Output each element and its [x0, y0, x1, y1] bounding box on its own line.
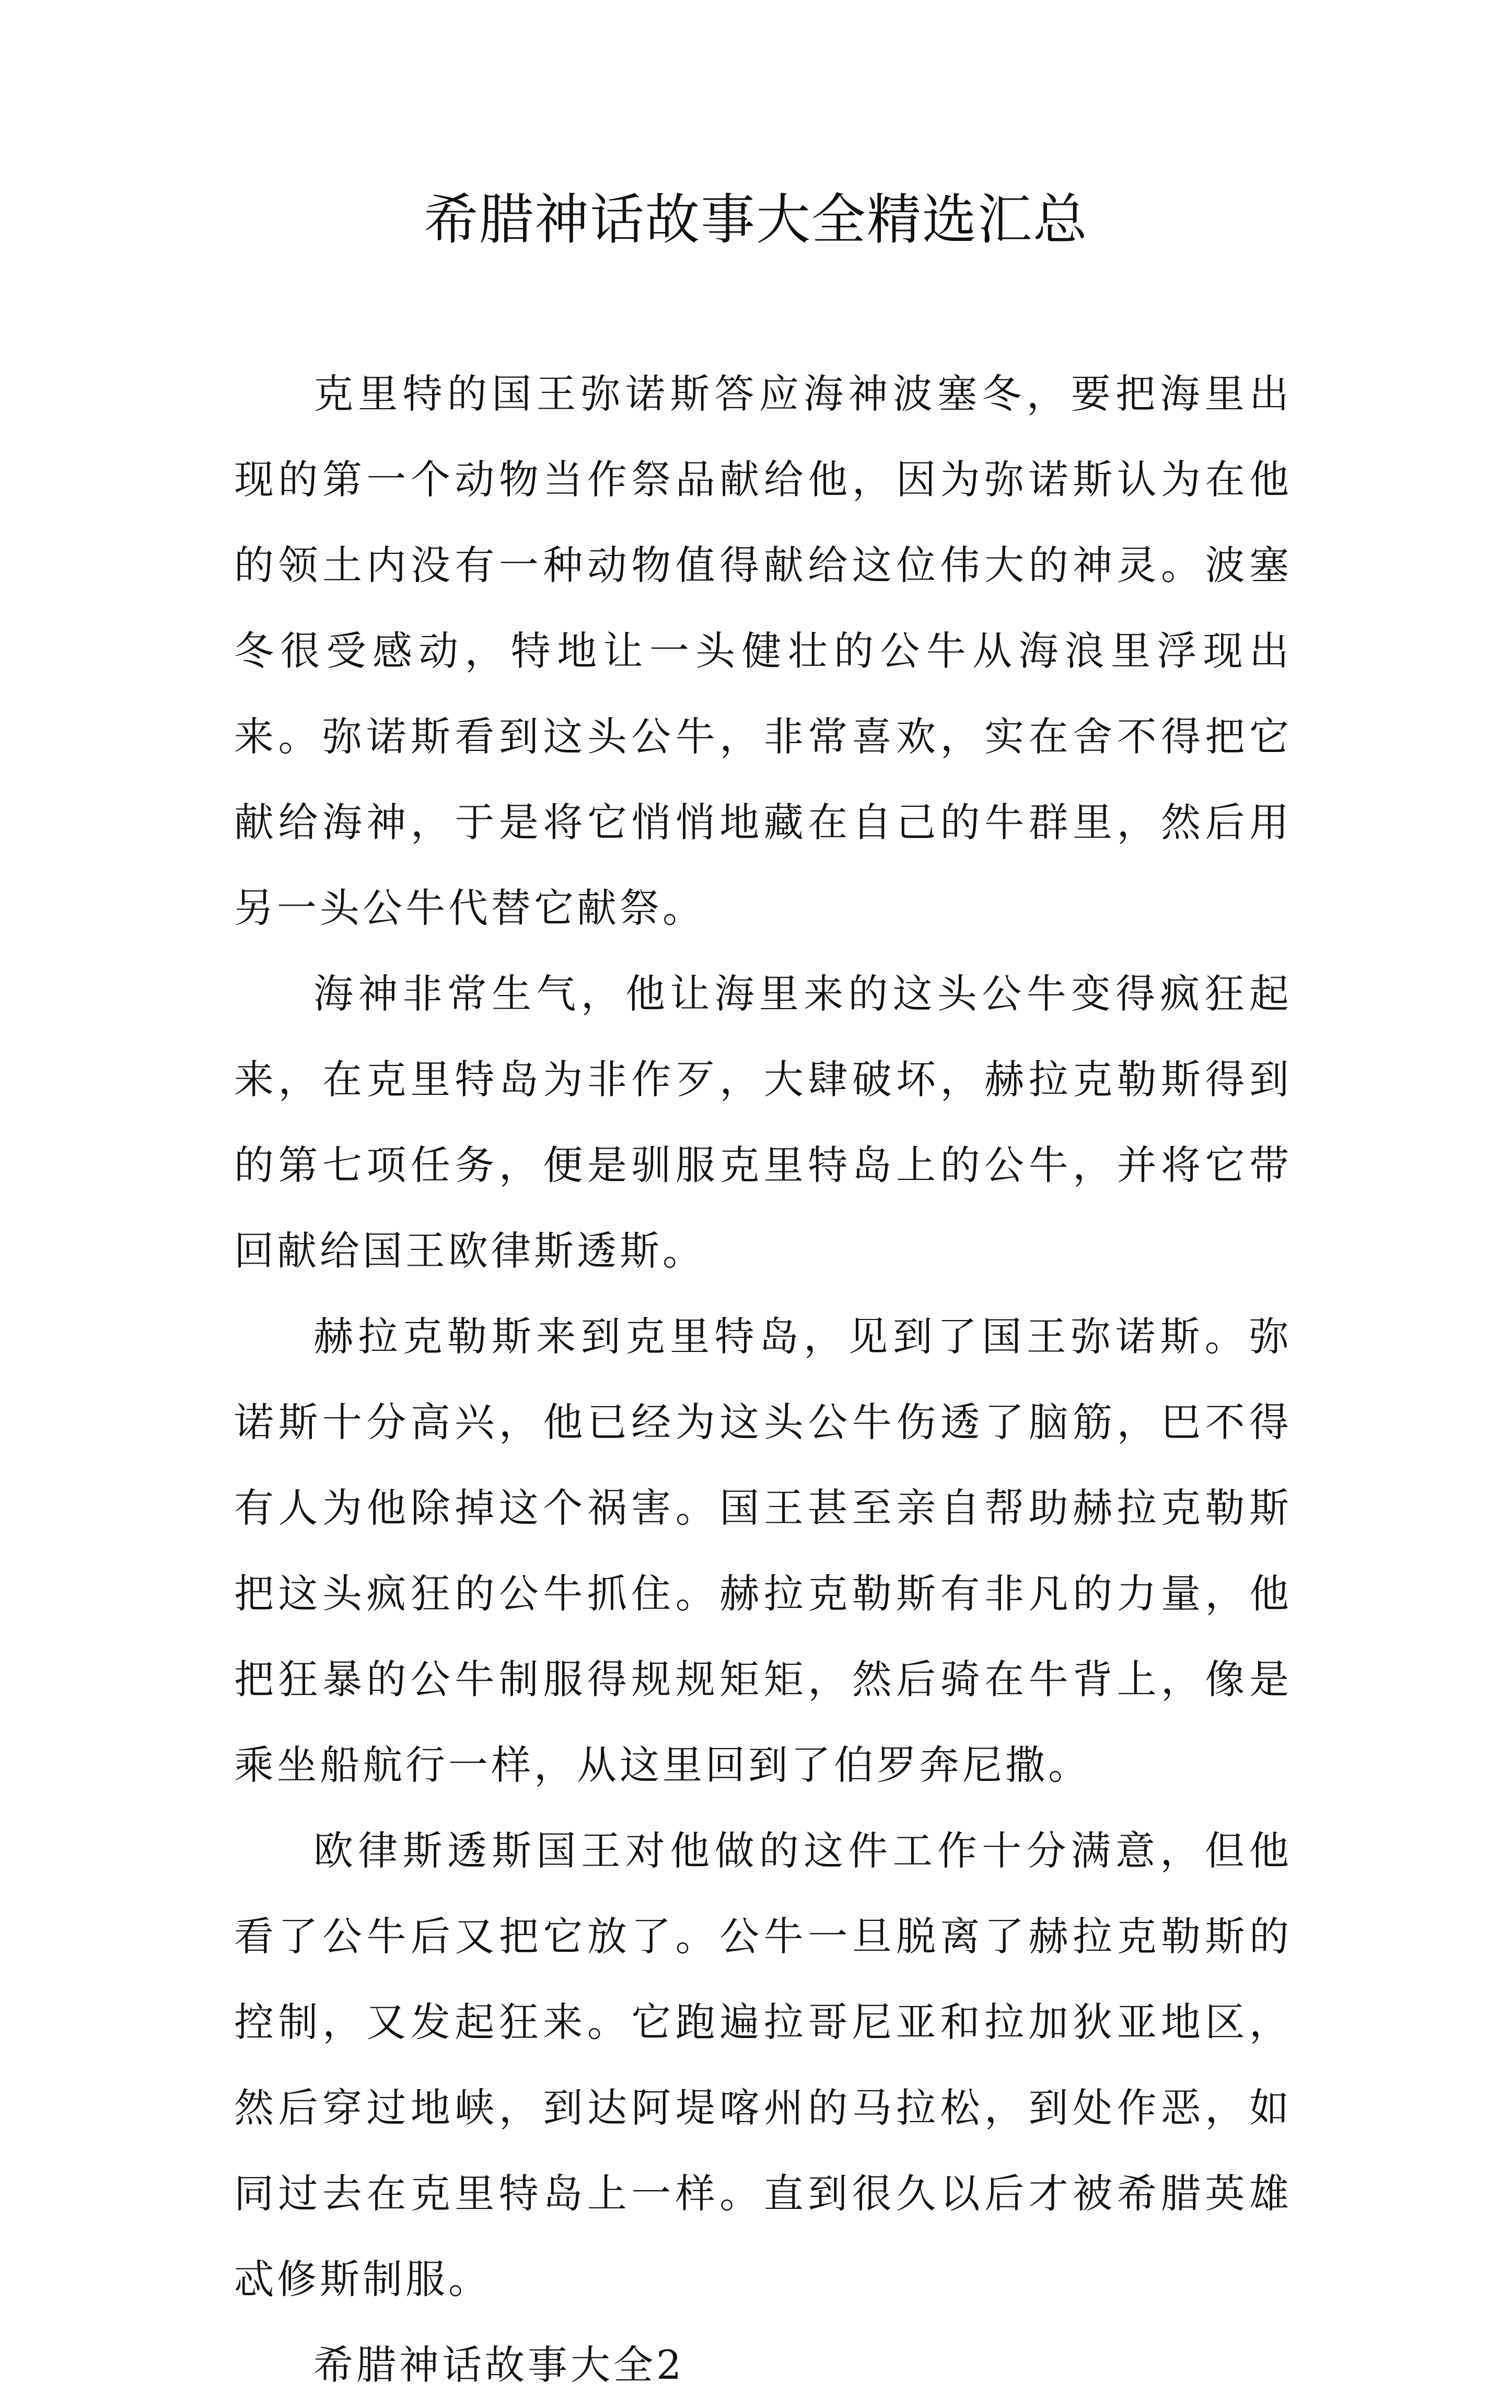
paragraph: 赫拉克勒斯来到克里特岛，见到了国王弥诺斯。弥诺斯十分高兴，他已经为这头公牛伤透了脑筋，巴不得有人为他除掉这个祸害。国王甚至亲自帮助赫拉克勒斯把这头疯狂的公牛抓住。赫拉克勒斯有非凡的力量，他把狂暴的公牛制服得规规矩矩，然后骑在牛背上，像是乘坐船航行一样，从这里回到了伯罗奔尼撒。: [234, 1313, 1292, 1788]
paragraph: 海神非常生气，他让海里来的这头公牛变得疯狂起来，在克里特岛为非作歹，大肆破坏，赫拉克勒斯得到的第七项任务，便是驯服克里特岛上的公牛，并将它带回献给国王欧律斯透斯。: [234, 970, 1292, 1274]
paragraph: 欧律斯透斯国王对他做的这件工作十分满意，但他看了公牛后又把它放了。公牛一旦脱离了赫拉克勒斯的控制，又发起狂来。它跑遍拉哥尼亚和拉加狄亚地区，然后穿过地峡，到达阿堤喀州的马拉松，到处作恶，如同过去在克里特岛上一样。直到很久以后才被希腊英雄忒修斯制服。: [234, 1827, 1292, 2302]
document-title: 希腊神话故事大全精选汇总: [423, 188, 1088, 251]
document-body: [234, 351, 1292, 2408]
section-heading: 希腊神话故事大全2: [313, 2342, 685, 2388]
paragraph: 克里特的国王弥诺斯答应海神波塞冬，要把海里出现的第一个动物当作祭品献给他，因为弥诺斯认为在他的领土内没有一种动物值得献给这位伟大的神灵。波塞冬很受感动，特地让一头健壮的公牛从海浪里浮现出来。弥诺斯看到这头公牛，非常喜欢，实在舍不得把它献给海神，于是将它悄悄地藏在自己的牛群里，然后用另一头公牛代替它献祭。: [234, 371, 1292, 931]
